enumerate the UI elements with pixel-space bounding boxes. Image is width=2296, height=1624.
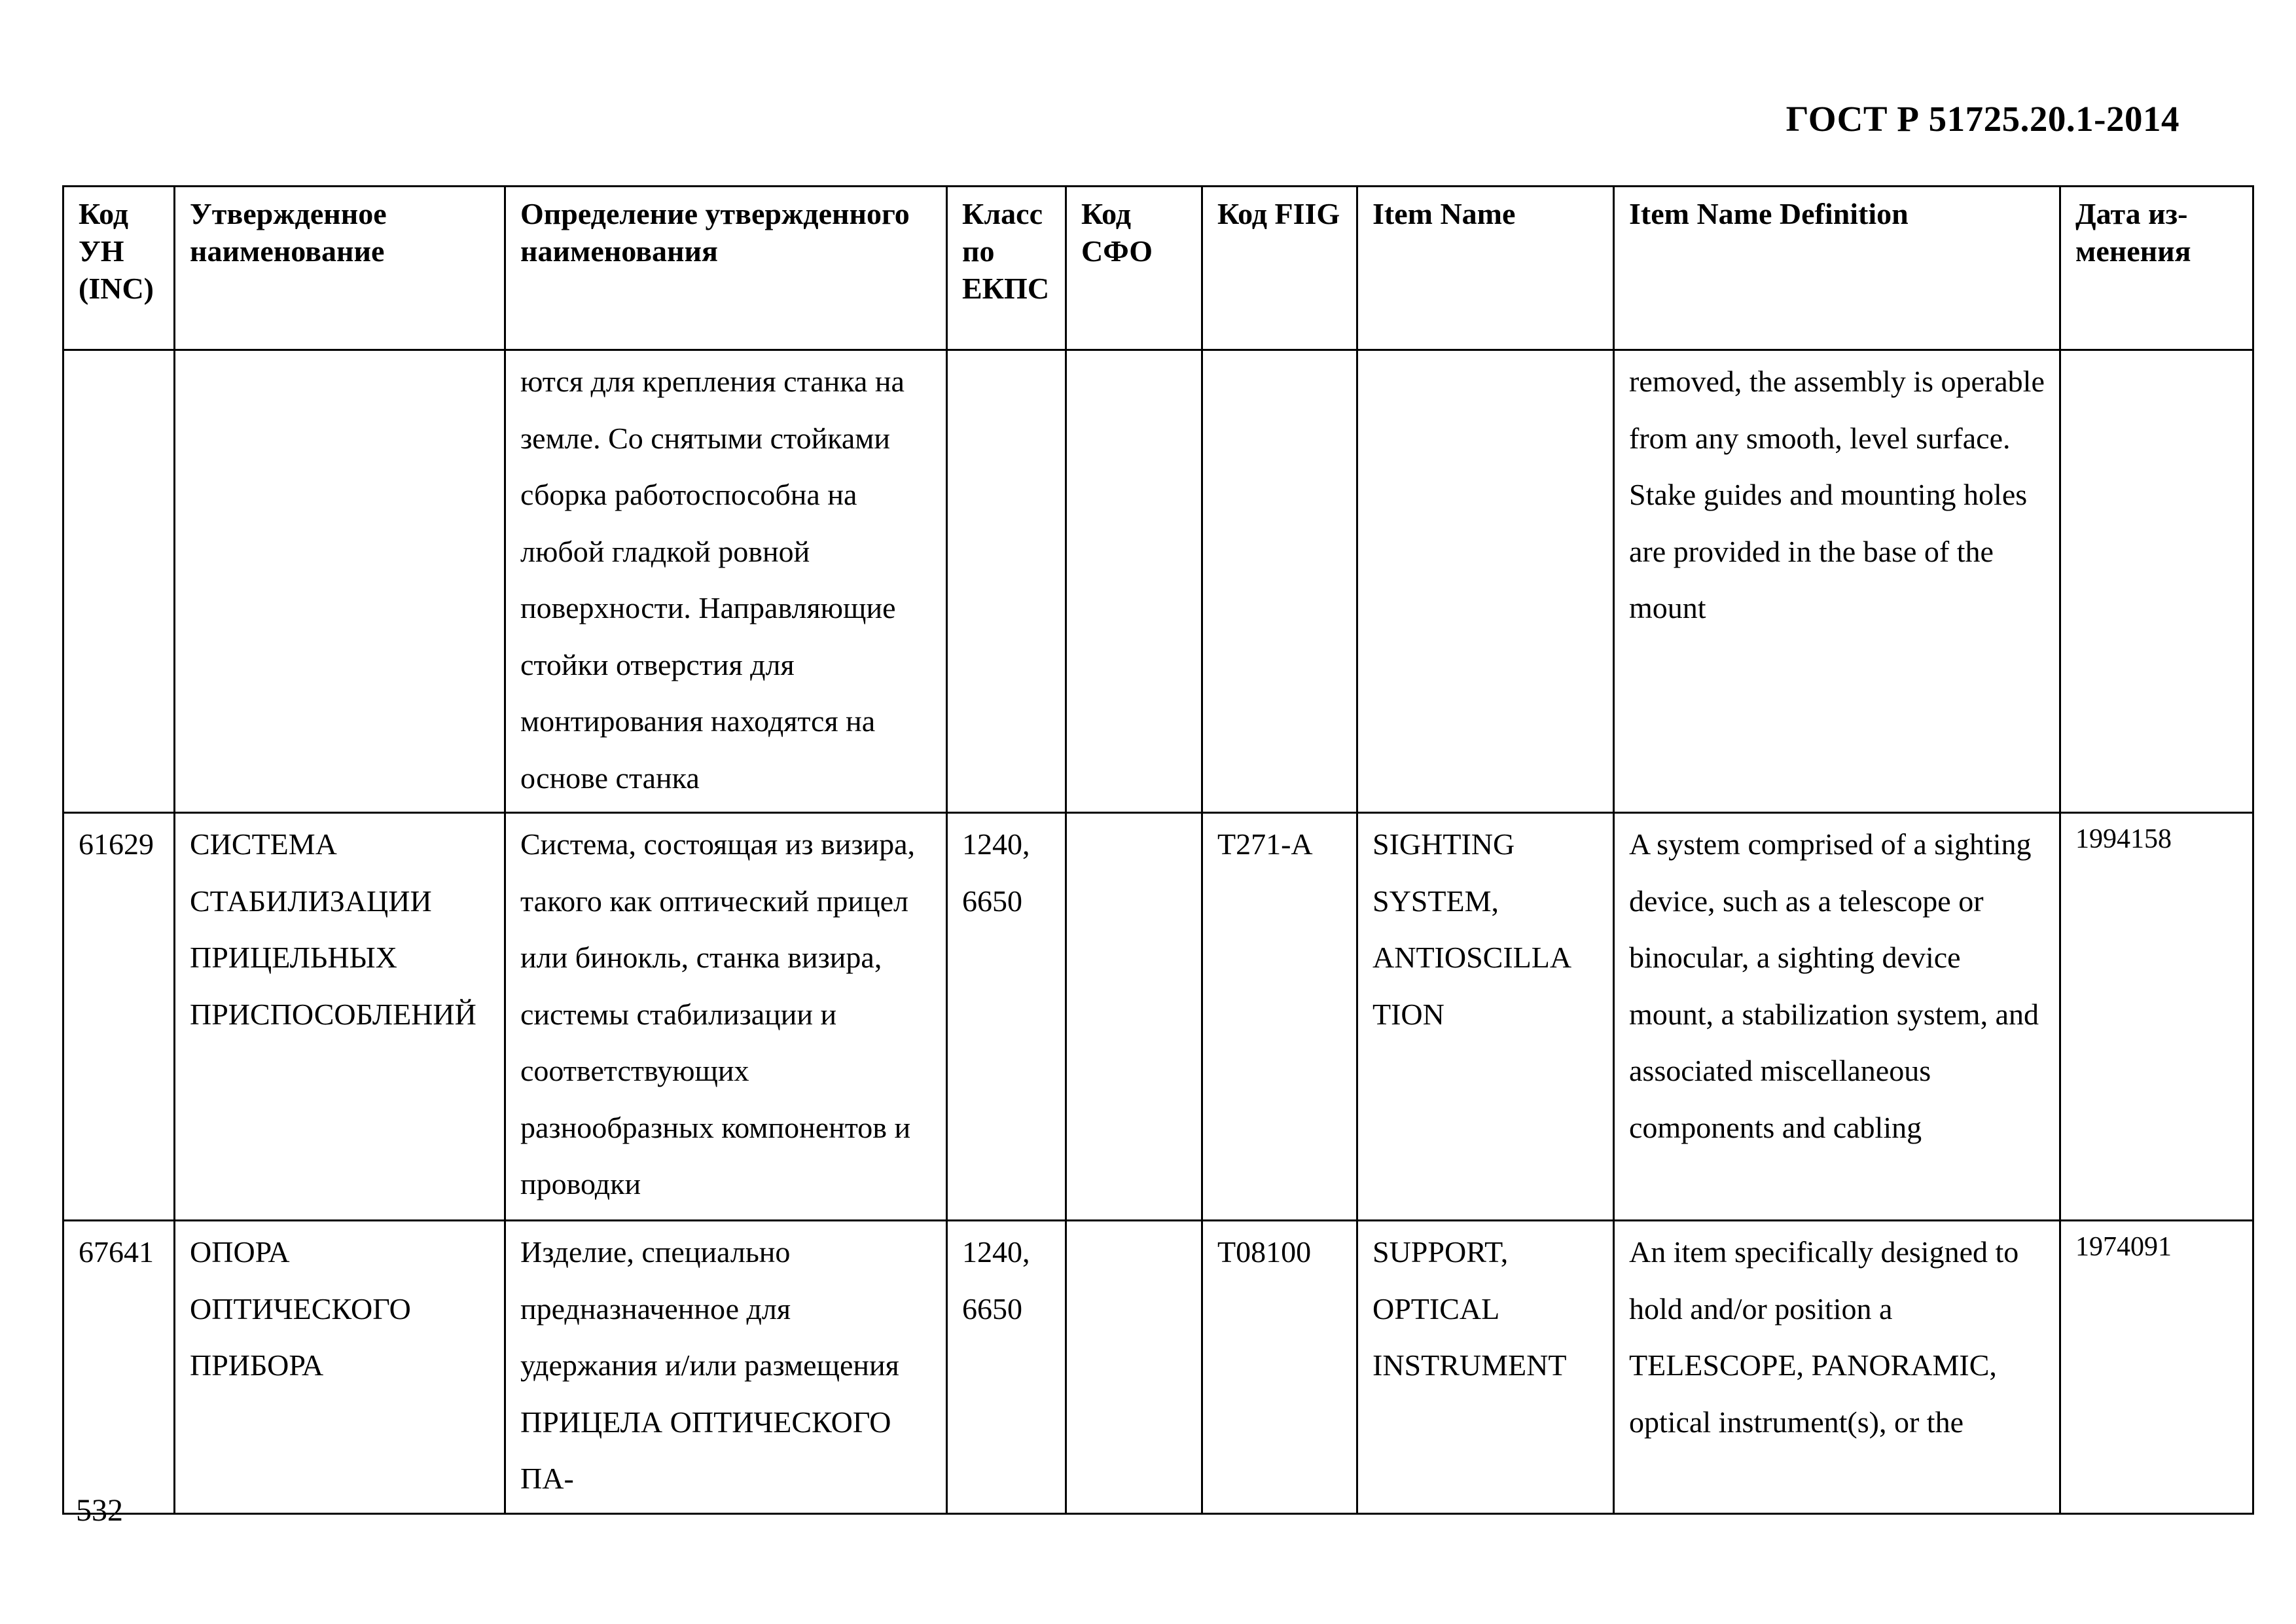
cell-change-date: 1994158 [2060,813,2253,1221]
header-sfo-code: Код СФО [1066,187,1202,350]
cell-inc-code: 67641 [63,1221,175,1514]
cell-sfo-code [1066,813,1202,1221]
header-item-name: Item Name [1357,187,1614,350]
cell-ekps-class [947,350,1066,813]
header-ekps-class: Класс по ЕКПС [947,187,1066,350]
cell-change-date: 1974091 [2060,1221,2253,1514]
cell-item-name: SIGHTING SYSTEM, ANTIOSCILLA TION [1357,813,1614,1221]
cell-definition: Система, состоящая из визира, такого как оптический прицел или бинокль, станка визира, системы стабилизации и соответствующих разнообразных компонентов и проводки [505,813,947,1221]
cell-fiig-code [1202,350,1357,813]
cell-item-name-definition: removed, the assembly is operable from any smooth, level surface. Stake guides and mounting holes are provided in the base of the mount [1614,350,2060,813]
cell-approved-name: СИСТЕМА СТАБИЛИЗАЦИИ ПРИЦЕЛЬНЫХ ПРИСПОСОБЛЕНИЙ [175,813,505,1221]
header-approved-name: Утвержденное наименование [175,187,505,350]
table-header-row [63,187,2253,350]
header-change-date: Дата из-менения [2060,187,2253,350]
header-fiig-code: Код FIIG [1202,187,1357,350]
table-row [63,1221,2253,1514]
cell-definition: ются для крепления станка на земле. Со снятыми стойками сборка работоспособна на любой гладкой ровной поверхности. Направляющие стойки отверстия для монтирования находятся на основе станка [505,350,947,813]
cell-approved-name: ОПОРА ОПТИЧЕСКОГО ПРИБОРА [175,1221,505,1514]
cell-fiig-code: T271-A [1202,813,1357,1221]
item-names-table [62,185,2254,1515]
cell-item-name-definition: An item specifically designed to hold and/or position a TELESCOPE, PANORAMIC, optical instrument(s), or the [1614,1221,2060,1514]
document-standard-code: ГОСТ Р 51725.20.1-2014 [1785,99,2179,139]
cell-sfo-code [1066,1221,1202,1514]
cell-approved-name [175,350,505,813]
table-row [63,813,2253,1221]
cell-item-name [1357,350,1614,813]
cell-inc-code: 61629 [63,813,175,1221]
cell-item-name-definition: A system comprised of a sighting device, such as a telescope or binocular, a sighting device mount, a stabilization system, and associated miscellaneous components and cabling [1614,813,2060,1221]
header-approved-name-definition: Определение утвержденного наименования [505,187,947,350]
header-item-name-definition: Item Name Definition [1614,187,2060,350]
cell-fiig-code: T08100 [1202,1221,1357,1514]
cell-item-name: SUPPORT, OPTICAL INSTRUMENT [1357,1221,1614,1514]
cell-sfo-code [1066,350,1202,813]
cell-inc-code [63,350,175,813]
cell-ekps-class: 1240, 6650 [947,1221,1066,1514]
cell-change-date [2060,350,2253,813]
table-row [63,350,2253,813]
cell-definition: Изделие, специально предназначенное для удержания и/или размещения ПРИЦЕЛА ОПТИЧЕСКОГО ПА- [505,1221,947,1514]
page-number: 532 [76,1493,123,1528]
cell-ekps-class: 1240, 6650 [947,813,1066,1221]
header-inc-code: Код УН (INC) [63,187,175,350]
